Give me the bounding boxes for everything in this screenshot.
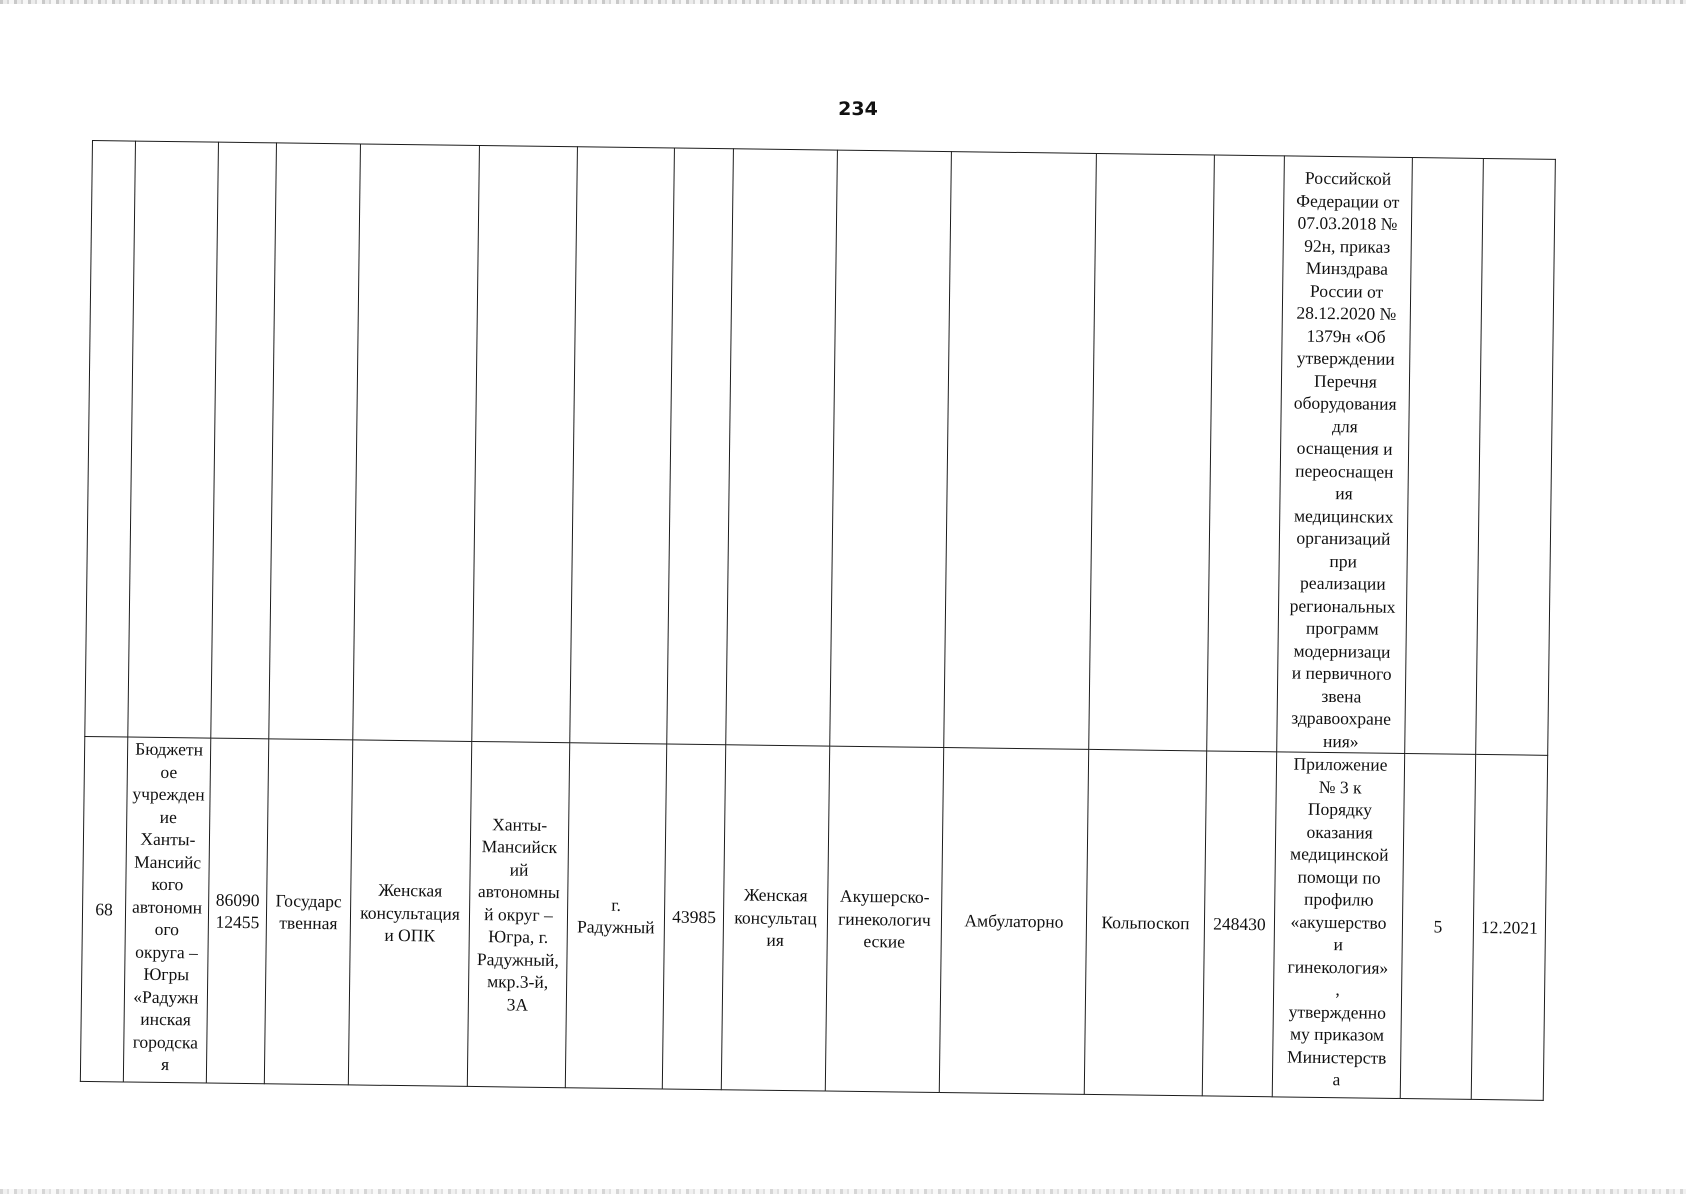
cell-date — [1471, 754, 1547, 1100]
date-value: 12.2021 — [1480, 916, 1539, 938]
scan-edge-top — [0, 0, 1686, 4]
cell-empty — [1089, 153, 1215, 750]
cell-equipment-code — [1202, 751, 1276, 1097]
equipment-code: 248430 — [1213, 913, 1266, 934]
cell-equipment — [1084, 749, 1206, 1095]
settlement-code: 43985 — [672, 906, 717, 927]
cell-settlement — [565, 743, 666, 1089]
cell-empty — [269, 143, 361, 740]
cell-empty — [211, 142, 277, 739]
cell-number — [80, 736, 127, 1082]
page-number: 234 — [838, 98, 878, 120]
table-row-68 — [80, 736, 1547, 1100]
cell-code — [662, 744, 725, 1090]
cell-unit-type — [721, 745, 829, 1091]
cell-inn — [206, 738, 268, 1084]
scan-edge-bottom — [0, 1189, 1686, 1194]
cell-empty — [570, 147, 675, 744]
equipment-name: Кольпоскоп — [1101, 911, 1190, 933]
cell-ownership — [264, 739, 352, 1085]
cell-empty — [128, 141, 219, 738]
organization-name: Бюджетн ое учрежден ие Ханты- Мансийс кого автономн ого округа – Югры «Радужн инская городска я — [131, 738, 205, 1075]
register-table — [80, 140, 1556, 1101]
cell-basis — [1272, 752, 1404, 1099]
record-number: 68 — [95, 898, 113, 920]
address-text: Ханты- Мансийск ий автономны й округ – Югра, г. Радужный, мкр.3-й, 3А — [476, 813, 560, 1015]
settlement-name: г. Радужный — [576, 894, 655, 938]
cell-empty — [726, 149, 838, 746]
cell-organization — [123, 737, 210, 1083]
cell-empty — [944, 152, 1097, 750]
cell-empty — [472, 146, 578, 743]
inn-value: 86090 12455 — [215, 889, 260, 933]
cell-profile — [825, 746, 943, 1092]
ownership-type: Государс твенная — [275, 889, 342, 934]
cell-empty — [353, 144, 480, 741]
care-conditions: Амбулаторно — [964, 910, 1064, 932]
medical-profile: Акушерско- гинекологич еские — [838, 885, 931, 952]
subdivision-name: Женская консультация и ОПК — [360, 880, 461, 946]
cell-care-conditions — [939, 748, 1088, 1095]
cell-empty — [667, 148, 734, 745]
cell-address — [467, 741, 569, 1087]
table-row-continuation — [85, 141, 1556, 756]
cell-empty — [85, 141, 136, 738]
cell-empty — [1476, 158, 1556, 755]
cell-basis-continuation — [1277, 156, 1413, 754]
basis-continuation-text: Российской Федерации от 07.03.2018 № 92н, приказ Минздрава России от 28.12.2020 № 1379н «Об утверждении Перечня оборудования для оснащения и переоснащен ия медицинских организаций при реализации региональных программ модернизаци и первичного звена здравоохране ния» — [1289, 167, 1400, 751]
quantity-value: 5 — [1433, 916, 1443, 937]
cell-quantity — [1400, 754, 1475, 1100]
basis-text: Приложение № 3 к Порядку оказания медицинской помощи по профилю «акушерство и гинекология» , утвержденно му приказом Министерств а — [1286, 753, 1389, 1090]
cell-empty — [830, 150, 952, 747]
cell-empty — [1207, 155, 1285, 752]
unit-type: Женская консультац ия — [734, 884, 817, 951]
cell-empty — [1405, 158, 1484, 755]
cell-subdivision — [348, 740, 471, 1087]
